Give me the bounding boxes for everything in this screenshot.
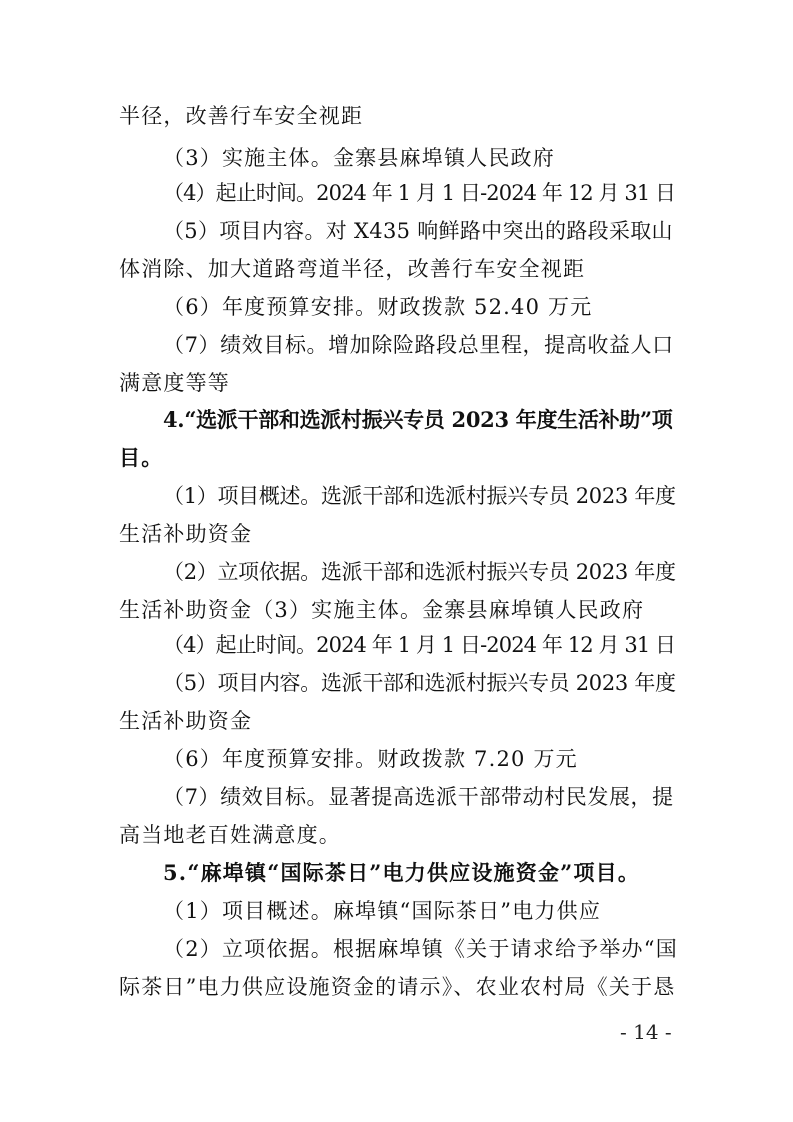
paragraph-line: 生活补助资金（3）实施主体。金寨县麻埠镇人民政府 [119, 598, 645, 622]
paragraph-line: （4）起止时间。2024 年 1 月 1 日-2024 年 12 月 31 日 [163, 181, 676, 205]
paragraph-line: （5）项目内容。对 X435 响鲜路中突出的路段采取山 [163, 219, 673, 243]
paragraph-line: （6）年度预算安排。财政拨款 7.20 万元 [163, 747, 578, 771]
page-number: - 14 - [620, 1020, 672, 1044]
paragraph-line: （6）年度预算安排。财政拨款 52.40 万元 [163, 295, 593, 319]
paragraph-line: （1）项目概述。选派干部和选派村振兴专员 2023 年度 [163, 484, 676, 508]
section-heading: 4.“选派干部和选派村振兴专员 2023 年度生活补助”项 [163, 407, 673, 432]
paragraph-line: （2）立项依据。根据麻埠镇《关于请求给予举办“国 [163, 937, 678, 961]
paragraph-line: （5）项目内容。选派干部和选派村振兴专员 2023 年度 [163, 671, 676, 695]
paragraph-line: （7）绩效目标。显著提高选派干部带动村民发展，提 [163, 785, 674, 809]
paragraph-line: 际茶日”电力供应设施资金的请示》、农业农村局《关于恳 [119, 975, 676, 999]
paragraph-line: 半径，改善行车安全视距 [119, 104, 364, 128]
paragraph-line: （2）立项依据。选派干部和选派村振兴专员 2023 年度 [163, 560, 676, 584]
paragraph-line: （4）起止时间。2024 年 1 月 1 日-2024 年 12 月 31 日 [163, 633, 676, 657]
paragraph-line: （1）项目概述。麻埠镇“国际茶日”电力供应 [163, 899, 602, 923]
paragraph-line: 高当地老百姓满意度。 [119, 823, 341, 847]
paragraph-line: （7）绩效目标。增加除险路段总里程，提高收益人口 [163, 333, 674, 357]
paragraph-line: 生活补助资金 [119, 522, 253, 546]
paragraph-line: 生活补助资金 [119, 709, 253, 733]
section-heading: 5.“麻埠镇“国际茶日”电力供应设施资金”项目。 [163, 860, 641, 885]
paragraph-line: 体消除、加大道路弯道半径，改善行车安全视距 [119, 257, 586, 281]
paragraph-line: （3）实施主体。金寨县麻埠镇人民政府 [163, 146, 555, 170]
paragraph-line: 满意度等等 [119, 371, 230, 395]
section-heading: 目。 [119, 445, 164, 470]
